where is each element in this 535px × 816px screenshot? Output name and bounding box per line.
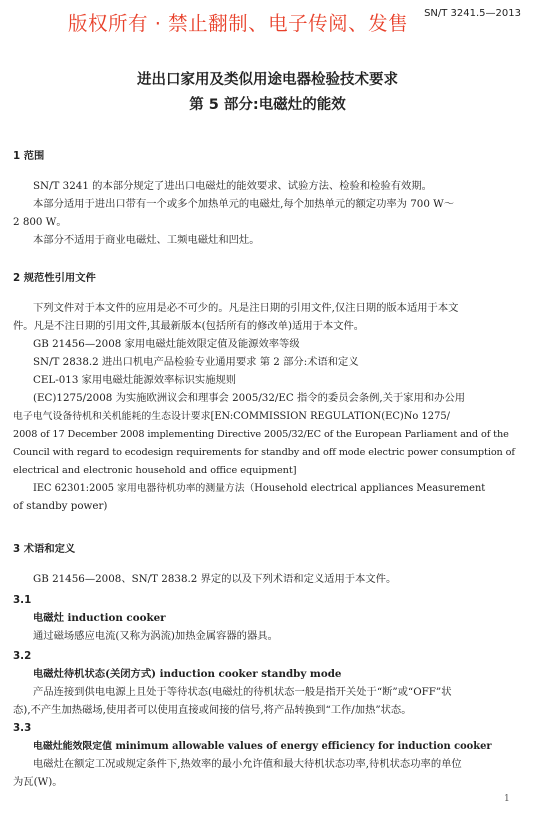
paragraph-line: 2 800 W。 xyxy=(13,216,67,228)
paragraph-line: 本部分适用于进出口带有一个或多个加热单元的电磁灶,每个加热单元的额定功率为 700 W～ xyxy=(33,198,455,210)
term-number: 3.2 xyxy=(13,650,32,662)
term-definition: 产品连接到供电电源上且处于等待状态(电磁灶的待机状态一般是指开关处于“断”或“OFF”状 xyxy=(33,686,452,698)
watermark: 版权所有 · 禁止翻制、电子传阅、发售 xyxy=(68,12,409,35)
reference-item: (EC)1275/2008 为实施欧洲议会和理事会 2005/32/EC 指令的委员会条例,关于家用和办公用 xyxy=(33,392,466,404)
page-number: 1 xyxy=(504,794,510,804)
reference-item: electrical and electronic household and office equipment] xyxy=(13,465,297,476)
paragraph-line: SN/T 3241 的本部分规定了进出口电磁灶的能效要求、试验方法、检验和检验有效期。 xyxy=(33,180,432,192)
section-heading-normative-references: 2 规范性引用文件 xyxy=(13,272,96,284)
term-definition: 电磁灶在额定工况或规定条件下,热效率的最小允许值和最大待机状态功率,待机状态功率的单位 xyxy=(33,758,462,770)
paragraph-line: 件。凡是不注日期的引用文件,其最新版本(包括所有的修改单)适用于本文件。 xyxy=(13,320,365,332)
term-definition: 通过磁场感应电流(又称为涡流)加热金属容器的器具。 xyxy=(33,630,278,642)
term-number: 3.1 xyxy=(13,594,32,606)
section-heading-terms-and-definitions: 3 术语和定义 xyxy=(13,543,76,555)
term-title: 电磁灶 induction cooker xyxy=(33,612,166,624)
paragraph-line: 本部分不适用于商业电磁灶、工频电磁灶和凹灶。 xyxy=(33,234,260,246)
paragraph-line: 下列文件对于本文件的应用是必不可少的。凡是注日期的引用文件,仅注日期的版本适用于本文 xyxy=(33,302,459,314)
term-number: 3.3 xyxy=(13,722,32,734)
document-title: 进出口家用及类似用途电器检验技术要求 xyxy=(137,72,398,88)
reference-item: 电子电气设备待机和关机能耗的生态设计要求[EN:COMMISSION REGULATION(EC)No 1275/ xyxy=(13,411,450,422)
reference-item: SN/T 2838.2 进出口机电产品检验专业通用要求 第 2 部分:术语和定义 xyxy=(33,356,359,368)
term-title: 电磁灶能效限定值 minimum allowable values of energy efficiency for induction cooker xyxy=(33,741,492,752)
paragraph-line: GB 21456—2008、SN/T 2838.2 界定的以及下列术语和定义适用于本文件。 xyxy=(33,573,397,585)
term-definition: 态),不产生加热磁场,使用者可以使用直接或间接的信号,将产品转换到“工作/加热”状态。 xyxy=(13,704,412,716)
reference-item: CEL-013 家用电磁灶能源效率标识实施规则 xyxy=(33,374,237,386)
reference-item: Council with regard to ecodesign requirements for standby and off mode electric power consumption of xyxy=(13,447,515,458)
term-title: 电磁灶待机状态(关闭方式) induction cooker standby mode xyxy=(33,668,342,680)
reference-item: GB 21456—2008 家用电磁灶能效限定值及能源效率等级 xyxy=(33,338,300,350)
document-code: SN/T 3241.5—2013 xyxy=(424,8,521,19)
term-definition: 为瓦(W)。 xyxy=(13,776,63,788)
reference-item: IEC 62301:2005 家用电器待机功率的测量方法（Household electrical appliances Measurement xyxy=(33,483,486,494)
document-subtitle: 第 5 部分:电磁灶的能效 xyxy=(189,97,346,113)
section-heading-scope: 1 范围 xyxy=(13,150,45,162)
reference-item: of standby power) xyxy=(13,500,108,512)
reference-item: 2008 of 17 December 2008 implementing Directive 2005/32/EC of the European Parliament and of the xyxy=(13,429,509,440)
